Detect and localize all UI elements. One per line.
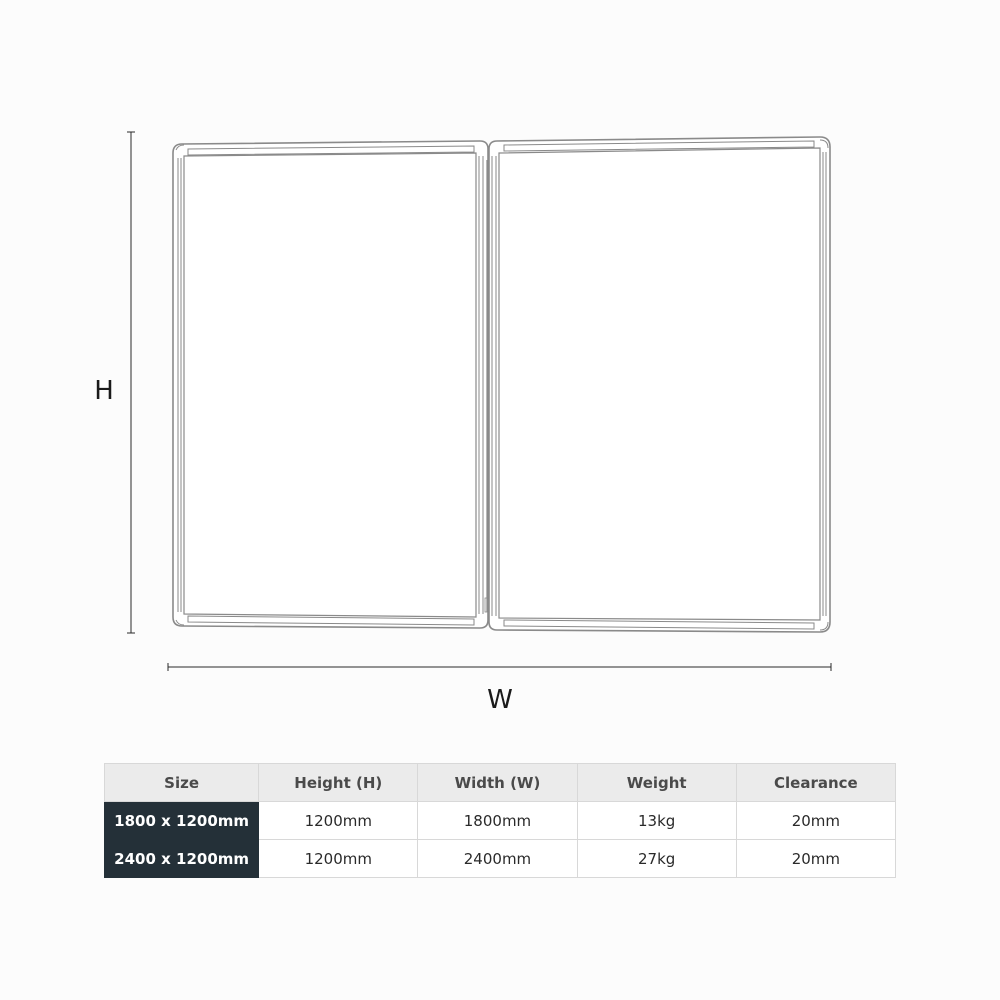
header-clearance: Clearance [736,764,895,802]
row-height-cell: 1200mm [259,802,418,840]
table-row [105,802,896,840]
header-width: Width (W) [418,764,577,802]
row-clearance-cell: 20mm [736,802,895,840]
row-size-cell: 1800 x 1200mm [105,802,259,840]
row-clearance-cell: 20mm [736,840,895,878]
left-door-panel [173,141,488,628]
table-header-row [105,764,896,802]
header-weight: Weight [577,764,736,802]
height-dimension [127,132,135,633]
spec-table [104,763,896,878]
row-height-cell: 1200mm [259,840,418,878]
height-label: H [94,376,114,406]
width-dimension [168,663,831,671]
row-weight-cell: 13kg [577,802,736,840]
row-width-cell: 2400mm [418,840,577,878]
header-height: Height (H) [259,764,418,802]
row-width-cell: 1800mm [418,802,577,840]
table-row [105,840,896,878]
row-weight-cell: 27kg [577,840,736,878]
row-size-cell: 2400 x 1200mm [105,840,259,878]
width-label: W [487,685,513,715]
header-size: Size [105,764,259,802]
right-door-panel [489,137,830,632]
